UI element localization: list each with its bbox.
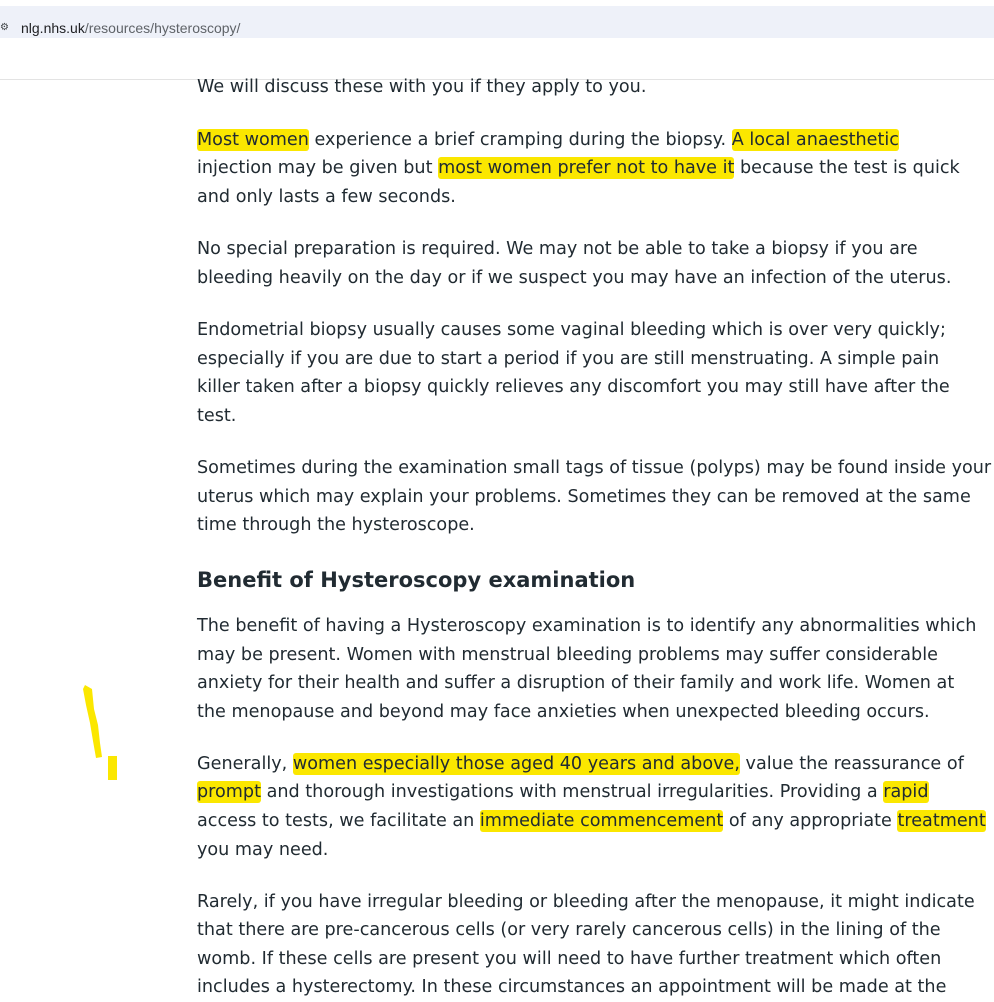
- text-run: of any appropriate: [723, 811, 898, 831]
- paragraph-line: may be present. Women with menstrual bleeding problems may suffer considerable: [197, 645, 938, 665]
- paragraph-line: you may need.: [197, 840, 329, 860]
- paragraph-line: [197, 807, 986, 836]
- highlighter-stroke-mark: [82, 683, 104, 761]
- site-info-icon[interactable]: ⚙: [0, 22, 9, 33]
- paragraph-line: time through the hysteroscope.: [197, 515, 475, 535]
- paragraph-line: test.: [197, 406, 237, 426]
- url-path: /resources/hysteroscopy/: [84, 20, 241, 36]
- paragraph-line: Rarely, if you have irregular bleeding or bleeding after the menopause, it might indicate: [197, 892, 975, 912]
- text-run: access to tests, we facilitate an: [197, 811, 480, 831]
- paragraph-line: [197, 154, 960, 183]
- paragraph-line: [197, 750, 964, 779]
- paragraph-line: especially if you are due to start a period if you are still menstruating. A simple pain: [197, 349, 940, 369]
- highlighter-dash-mark: [108, 756, 117, 780]
- url-text[interactable]: [21, 20, 240, 36]
- section-heading: Benefit of Hysteroscopy examination: [197, 568, 636, 592]
- text-run: because the test is quick: [734, 158, 960, 178]
- paragraph-line: that there are pre-cancerous cells (or very rarely cancerous cells) in the lining of the: [197, 920, 941, 940]
- url-host: nlg.nhs.uk: [21, 20, 85, 36]
- highlight-treatment: treatment: [897, 811, 986, 831]
- paragraph-line: uterus which may explain your problems. Sometimes they can be removed at the same: [197, 487, 971, 507]
- highlight-rapid: rapid: [883, 782, 929, 802]
- address-bar[interactable]: [0, 6, 994, 38]
- paragraph-line: [197, 778, 929, 807]
- text-run: experience a brief cramping during the biopsy.: [308, 130, 732, 150]
- highlight-immediate-commencement: immediate commencement: [479, 811, 724, 831]
- highlight-prompt: prompt: [197, 782, 261, 802]
- paragraph-line: We will discuss these with you if they apply to you.: [197, 77, 647, 97]
- paragraph-line: killer taken after a biopsy quickly relieves any discomfort you may still have after the: [197, 377, 950, 397]
- highlight-local-anaesthetic: A local anaesthetic: [731, 130, 899, 150]
- paragraph-line: No special preparation is required. We may not be able to take a biopsy if you are: [197, 239, 918, 259]
- text-run: value the reassurance of: [739, 754, 964, 774]
- paragraph-line: Endometrial biopsy usually causes some vaginal bleeding which is over very quickly;: [197, 320, 946, 340]
- paragraph-line: The benefit of having a Hysteroscopy examination is to identify any abnormalities which: [197, 616, 977, 636]
- paragraph-line: Sometimes during the examination small tags of tissue (polyps) may be found inside your: [197, 458, 992, 478]
- paragraph-line: bleeding heavily on the day or if we suspect you may have an infection of the uterus.: [197, 268, 952, 288]
- paragraph-line: anxiety for their health and suffer a disruption of their family and work life. Women at: [197, 673, 955, 693]
- paragraph-line: [197, 126, 899, 155]
- text-run: injection may be given but: [197, 158, 439, 178]
- paragraph-line: and only lasts a few seconds.: [197, 187, 456, 207]
- highlight-prefer-not: most women prefer not to have it: [438, 158, 735, 178]
- text-run: and thorough investigations with menstrual irregularities. Providing a: [260, 782, 884, 802]
- highlight-women-40: women especially those aged 40 years and above,: [292, 754, 740, 774]
- paragraph-line: includes a hysterectomy. In these circumstances an appointment will be made at the: [197, 977, 947, 997]
- paragraph-line: womb. If these cells are present you will need to have further treatment which often: [197, 949, 942, 969]
- highlight-most-women: Most women: [197, 130, 309, 150]
- paragraph-line: the menopause and beyond may face anxieties when unexpected bleeding occurs.: [197, 702, 930, 722]
- text-run: Generally,: [197, 754, 293, 774]
